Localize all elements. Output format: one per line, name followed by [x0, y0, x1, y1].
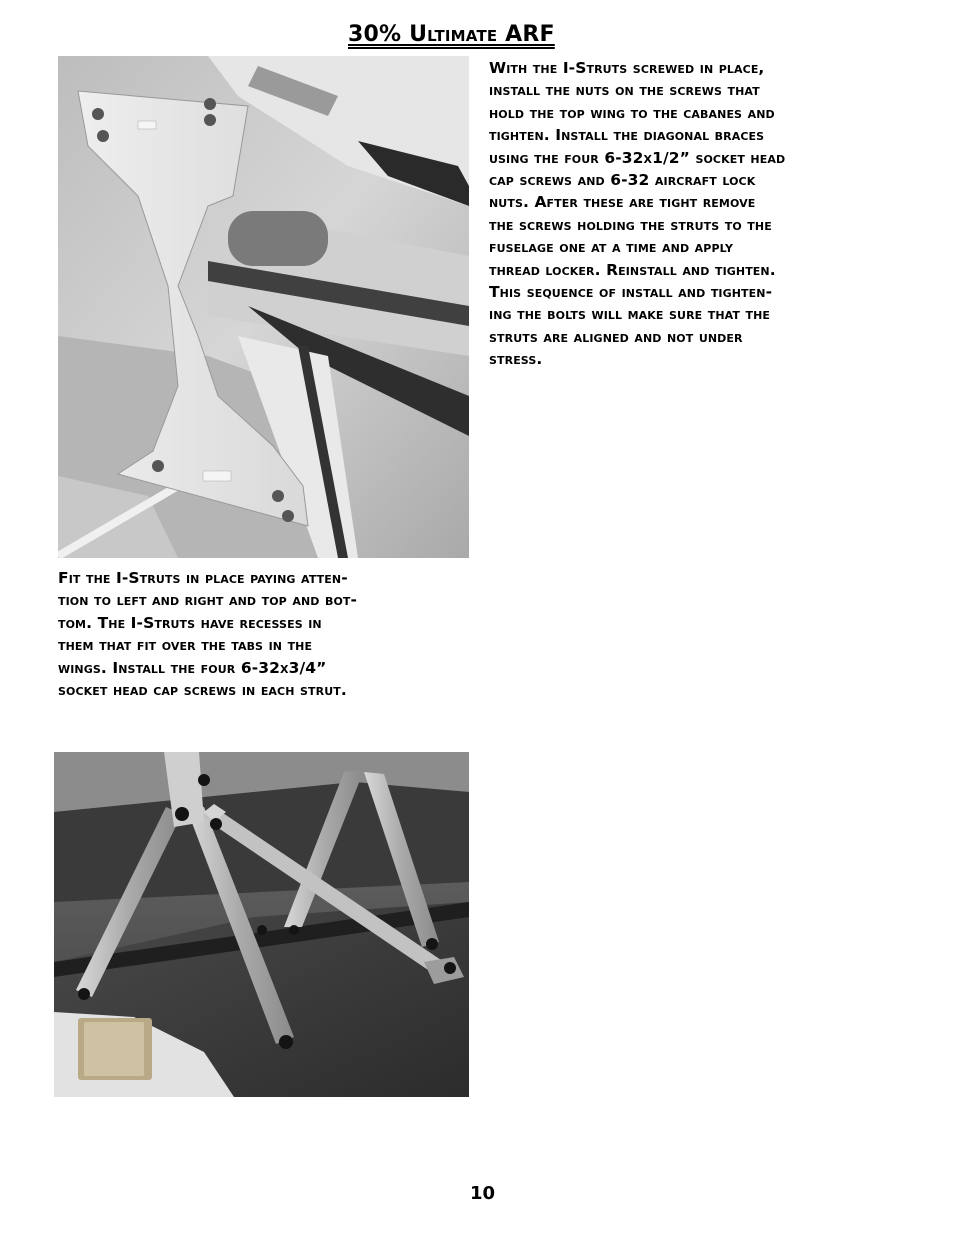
- instruction-paragraph-diagonal-braces: With the I-Struts screwed in place, install the nuts on the screws that hold the top wing to the cabanes and tighten. Install the diagonal braces using the four 6-32x1/2” socket head cap screws and 6-32 aircraft lock nuts. After these are tight remove the screws holding the struts to the fuselage one at a time and apply thread locker. Reinstall and tighten. This sequence of install and tighten- ing the bolts will make sure that the struts are aligned and not under stress.: [489, 59, 786, 369]
- i-strut-photo: [58, 56, 469, 558]
- instruction-paragraph-fit-struts: Fit the I-Struts in place paying atten- tion to left and right and top and bot- tom. The I-Struts have recesses in them that fit over the tabs in the wings. Install the four 6-32x3/4” socket head cap screws in each strut.: [58, 569, 358, 700]
- diagonal-braces-photo: [54, 752, 469, 1097]
- page-title: 30% Ultimate ARF: [348, 22, 555, 47]
- page-number: 10: [470, 1183, 496, 1204]
